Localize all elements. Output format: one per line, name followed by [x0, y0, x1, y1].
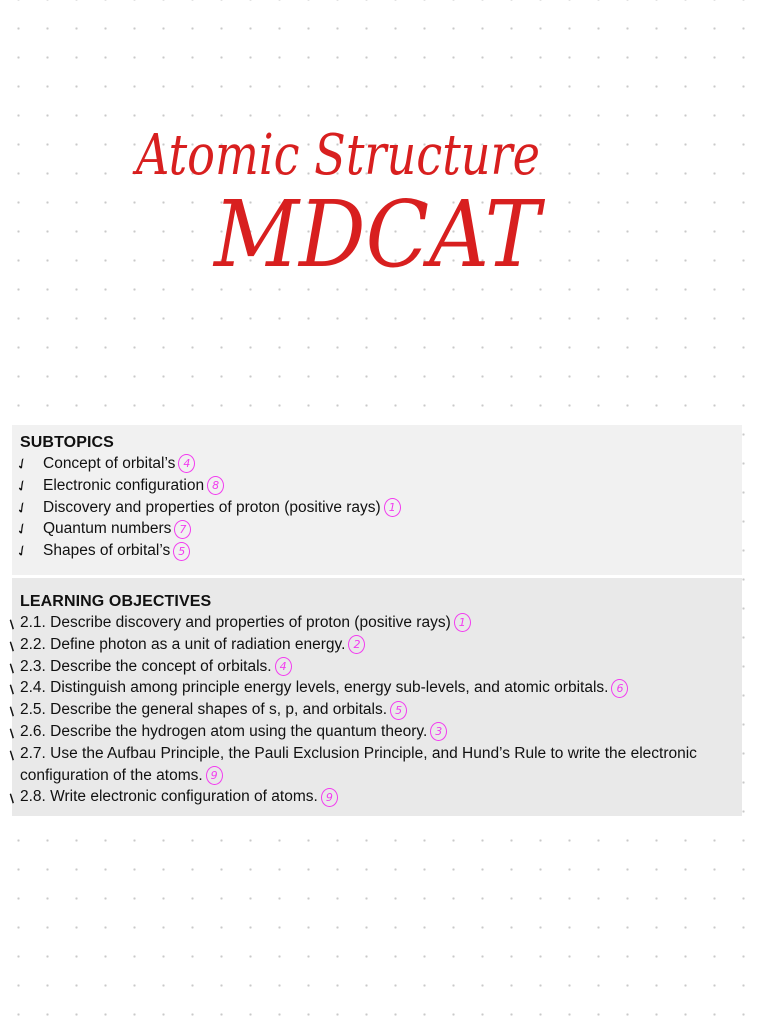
subtopic-text: Quantum numbers: [43, 520, 172, 538]
check-mark-icon: /: [6, 704, 17, 720]
check-mark-icon: /: [6, 791, 17, 807]
subtopics-list: [12, 453, 742, 563]
circled-number-annotation: 5: [173, 542, 190, 561]
learning-objectives-section: [6, 578, 742, 816]
list-item: [6, 612, 742, 634]
subtopic-text: Electronic configuration: [43, 476, 205, 494]
objective-text: 2.4. Distinguish among principle energy levels, energy sub-levels, and atomic orbitals.: [20, 679, 609, 697]
objective-text: 2.6. Describe the hydrogen atom using the quantum theory.: [20, 722, 428, 740]
check-mark-icon: /: [6, 617, 17, 632]
check-mark-icon: ✓: [12, 454, 32, 475]
circled-number-annotation: 4: [275, 657, 292, 676]
check-mark-icon: /: [6, 638, 17, 654]
circled-number-annotation: 2: [348, 635, 365, 654]
check-mark-icon: ✓: [12, 541, 32, 563]
circled-number-annotation: 9: [321, 788, 338, 807]
handwritten-title: [0, 0, 768, 300]
check-mark-icon: /: [6, 726, 17, 741]
check-mark-icon: ✓: [12, 475, 32, 497]
circled-number-annotation: 1: [454, 613, 471, 632]
list-item: [12, 497, 742, 519]
list-item: [6, 699, 742, 721]
circled-number-annotation: 1: [384, 498, 401, 517]
title-atomic-structure: Atomic Structure: [131, 123, 540, 188]
check-mark-icon: ✓: [12, 497, 32, 519]
check-mark-icon: ✓: [12, 519, 32, 541]
title-mdcat: MDCAT: [212, 181, 546, 288]
list-item: [12, 453, 742, 475]
objective-text: 2.7. Use the Aufbau Principle, the Pauli Exclusion Principle, and Hund’s Rule to write the electronic configuration of the atoms.: [20, 744, 697, 784]
subtopic-text: Shapes of orbital’s: [43, 542, 171, 560]
circled-number-annotation: 4: [178, 454, 195, 473]
circled-number-annotation: 5: [390, 701, 407, 720]
learning-objectives-heading: LEARNING OBJECTIVES: [20, 593, 212, 610]
learning-objectives-list: [6, 612, 742, 808]
list-item: [6, 656, 742, 678]
circled-number-annotation: 9: [206, 766, 223, 785]
check-mark-icon: /: [6, 660, 17, 676]
check-mark-icon: /: [6, 747, 17, 763]
circled-number-annotation: 8: [207, 476, 224, 495]
list-item: [6, 677, 742, 699]
objective-text: 2.5. Describe the general shapes of s, p, and orbitals.: [20, 701, 388, 719]
objective-text: 2.3. Describe the concept of orbitals.: [20, 657, 272, 675]
list-item: [6, 634, 742, 656]
subtopics-section: [12, 425, 742, 575]
list-item: [6, 786, 742, 808]
circled-number-annotation: 6: [611, 679, 628, 698]
subtopic-text: Concept of orbital’s: [43, 455, 176, 472]
objective-text: 2.8. Write electronic configuration of atoms.: [20, 788, 318, 806]
list-item: [6, 721, 742, 743]
list-item: [12, 518, 742, 541]
objective-text: 2.2. Define photon as a unit of radiation energy.: [20, 635, 346, 653]
subtopic-text: Discovery and properties of proton (positive rays): [43, 498, 381, 516]
subtopics-heading: SUBTOPICS: [20, 434, 114, 451]
list-item: [6, 743, 742, 787]
objective-text: 2.1. Describe discovery and properties of proton (positive rays): [20, 614, 451, 631]
check-mark-icon: /: [6, 682, 17, 698]
list-item: [12, 540, 742, 563]
circled-number-annotation: 3: [430, 722, 447, 741]
list-item: [12, 475, 742, 497]
circled-number-annotation: 7: [174, 520, 191, 539]
